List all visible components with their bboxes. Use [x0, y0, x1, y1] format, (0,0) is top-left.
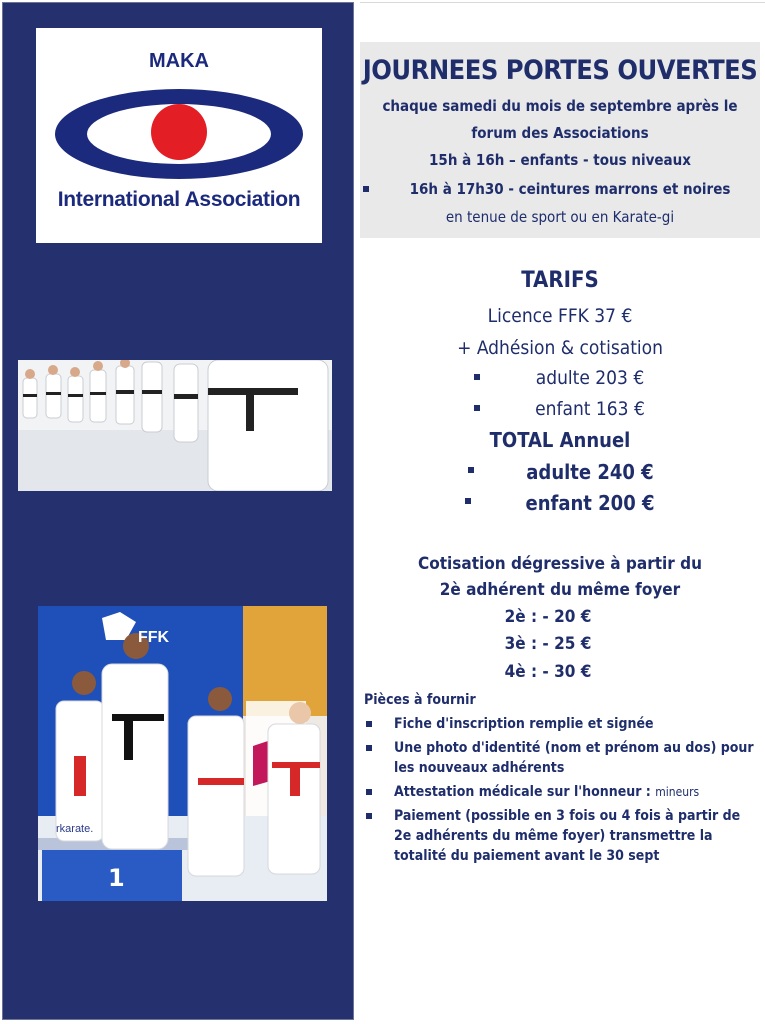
degressive-r4: 4è : - 30 € [504, 662, 592, 682]
bullet-icon [366, 745, 372, 751]
pieces-item4: Paiement (possible en 3 fois ou 4 fois à partir de 2e adhérents du même foyer) transmettre la totalité du paiement avant le 30 sept [394, 808, 741, 864]
total-title: TOTAL Annuel [489, 428, 631, 452]
pieces-title: Pièces à fournir [364, 692, 476, 708]
tarifs-child: enfant 163 € [535, 398, 645, 420]
list-item [364, 714, 759, 734]
logo-top-text: MAKA [149, 50, 209, 72]
logo-eye-icon [52, 86, 306, 182]
degressive-line2: 2è adhérent du même foyer [439, 580, 681, 600]
list-item [364, 738, 759, 778]
tarifs-adhesion: + Adhésion & cotisation [457, 337, 663, 359]
bullet-icon [366, 789, 372, 795]
tarifs-adult: adulte 203 € [535, 367, 645, 389]
bullet-icon [366, 813, 372, 819]
bullet-icon [474, 405, 480, 411]
open-days-line3: 15h à 16h – enfants - tous niveaux [429, 151, 691, 169]
bullet-icon [465, 498, 471, 504]
degressive-r2: 2è : - 20 € [504, 607, 592, 627]
degressive-line1: Cotisation dégressive à partir du [418, 554, 702, 574]
total-adult: adulte 240 € [526, 460, 654, 484]
pieces-section [364, 690, 759, 870]
bullet-icon [366, 721, 372, 727]
open-days-line4: 16h à 17h30 - ceintures marrons et noires [409, 180, 731, 198]
podium-photo [38, 606, 327, 901]
logo-bottom-text: International Association [57, 188, 301, 211]
list-item [364, 782, 759, 802]
open-days-title: JOURNEES PORTES OUVERTES [362, 55, 758, 86]
podium-place-number: 1 [108, 864, 125, 892]
training-photo [18, 360, 332, 491]
tarifs-title: TARIFS [521, 268, 599, 293]
pieces-item3: Attestation médicale sur l'honneur : [394, 784, 651, 800]
pieces-item3-note: mineurs [655, 785, 700, 799]
open-days-line1: chaque samedi du mois de septembre après le [382, 97, 738, 115]
ffk-banner-text: FFK [138, 629, 170, 646]
bullet-icon [474, 374, 480, 380]
list-item [364, 806, 759, 866]
maka-logo [36, 28, 322, 243]
top-divider [360, 2, 765, 3]
pieces-item2: Une photo d'identité (nom et prénom au dos) pour les nouveaux adhérents [394, 740, 754, 776]
bullet-icon [363, 186, 369, 192]
banner-sub-text: rkarate. [56, 823, 94, 835]
pieces-item1: Fiche d'inscription remplie et signée [394, 716, 654, 732]
bullet-icon [468, 467, 474, 473]
degressive-r3: 3è : - 25 € [504, 634, 592, 654]
tarifs-licence: Licence FFK 37 € [487, 305, 633, 327]
open-days-line5: en tenue de sport ou en Karate-gi [445, 208, 675, 226]
open-days-line2: forum des Associations [471, 124, 649, 142]
total-child: enfant 200 € [525, 491, 655, 515]
